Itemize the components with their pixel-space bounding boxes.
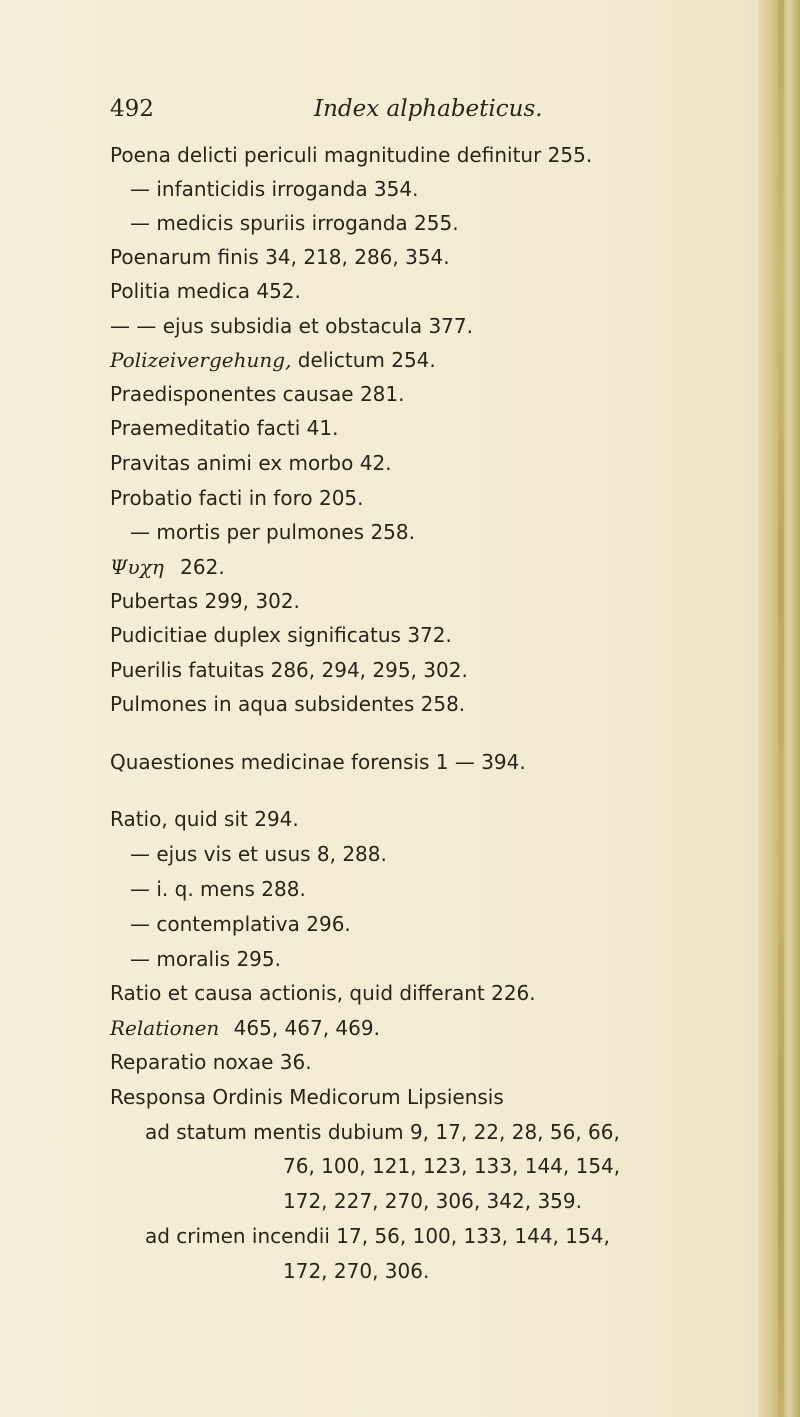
index-entry — [110, 348, 436, 372]
index-entry: Reparatio noxae 36. — [110, 1050, 312, 1074]
index-entry: Responsa Ordinis Medicorum Lipsiensis — [110, 1085, 504, 1109]
index-entry: Ratio et causa actionis, quid differant 226. — [110, 981, 536, 1005]
index-entry: 172, 227, 270, 306, 342, 359. — [283, 1189, 582, 1213]
index-entry: — ejus vis et usus 8, 288. — [130, 842, 387, 866]
index-entry: ad crimen incendii 17, 56, 100, 133, 144, 154, — [145, 1224, 610, 1248]
index-entry: Poena delicti periculi magnitudine definitur 255. — [110, 143, 593, 167]
index-entry: Quaestiones medicinae forensis 1 — 394. — [110, 750, 526, 774]
index-entry: — moralis 295. — [130, 947, 281, 971]
index-entry: — infanticidis irroganda 354. — [130, 177, 419, 201]
entry-refs: 465, 467, 469. — [233, 1016, 380, 1040]
entry-refs: 262. — [180, 555, 225, 579]
entry-term: Relationen — [110, 1016, 220, 1040]
index-entry: Ratio, quid sit 294. — [110, 807, 299, 831]
index-entry: 76, 100, 121, 123, 133, 144, 154, — [283, 1154, 621, 1178]
index-entry — [110, 1016, 380, 1040]
index-entry: Praemeditatio facti 41. — [110, 416, 339, 440]
index-entry: Pubertas 299, 302. — [110, 589, 300, 613]
entry-term: Polizeivergehung, — [110, 348, 292, 372]
index-entry: Probatio facti in foro 205. — [110, 486, 364, 510]
index-entry: Pudicitiae duplex significatus 372. — [110, 623, 452, 647]
running-title: Index alphabeticus. — [314, 96, 543, 122]
index-entry: Puerilis fatuitas 286, 294, 295, 302. — [110, 658, 468, 682]
index-entry: Poenarum finis 34, 218, 286, 354. — [110, 245, 450, 269]
index-entry — [110, 555, 225, 579]
index-entry: — contemplativa 296. — [130, 912, 351, 936]
page-edge — [758, 0, 800, 1417]
entry-term: Ψυχη — [110, 555, 164, 579]
index-entry: — medicis spuriis irroganda 255. — [130, 211, 459, 235]
index-entry: Pravitas animi ex morbo 42. — [110, 451, 392, 475]
index-entry: — — ejus subsidia et obstacula 377. — [110, 314, 473, 338]
entry-refs: delictum 254. — [297, 348, 436, 372]
index-entry: 172, 270, 306. — [283, 1259, 430, 1283]
index-entry: Politia medica 452. — [110, 279, 301, 303]
index-entry: — mortis per pulmones 258. — [130, 520, 415, 544]
index-entry: ad statum mentis dubium 9, 17, 22, 28, 56, 66, — [145, 1120, 620, 1144]
page-number: 492 — [110, 96, 154, 122]
index-entry: — i. q. mens 288. — [130, 877, 306, 901]
index-entry: Pulmones in aqua subsidentes 258. — [110, 692, 466, 716]
index-entry: Praedisponentes causae 281. — [110, 382, 405, 406]
